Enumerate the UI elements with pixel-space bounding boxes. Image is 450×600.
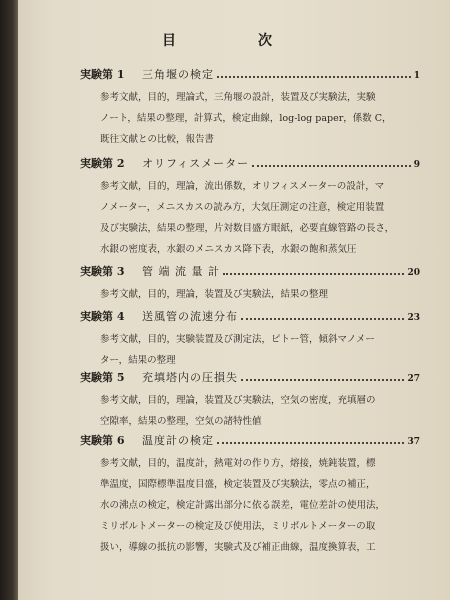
toc-entry: [80, 155, 420, 260]
contents-line: ター，結果の整理: [100, 355, 176, 366]
toc-entry-contents: [80, 284, 420, 305]
contents-line: 参考文献，目的，実験装置及び測定法，ピトー管，傾斜マノメー: [100, 334, 375, 345]
dot-leader: [241, 371, 404, 381]
contents-line: 準温度，国際標準温度目盛，検定装置及び実験法，零点の補正，: [100, 479, 376, 490]
contents-line: 参考文献，目的，理論，装置及び実験法，結果の整理: [100, 289, 329, 300]
contents-line: 扱い，導線の抵抗の影響，実験式及び補正曲線，温度換算表，工: [100, 542, 376, 553]
toc-entry-heading: [80, 432, 420, 448]
contents-line: ノート，結果の整理，計算式，検定曲線，log-log paper，係数 C，: [100, 113, 392, 124]
page-number: 37: [407, 437, 420, 447]
experiment-title: 三角堰の検定: [142, 68, 214, 81]
contents-line: 及び実験法，結果の整理，片対数目盛方眼紙，必要直線管路の長さ，: [100, 223, 395, 234]
experiment-title: 管 端 流 量 計: [142, 265, 220, 278]
contents-line: 水の沸点の検定，検定計露出部分に依る誤差，電位差計の使用法，: [100, 500, 386, 511]
toc-entry: [80, 308, 420, 371]
toc-entry-contents: [80, 453, 420, 558]
contents-line: 空隙率，結果の整理，空気の諸特性値: [100, 416, 262, 427]
toc-entry-contents: [80, 87, 420, 150]
toc-entry-heading: [80, 308, 420, 324]
experiment-number: 実験第 1: [80, 68, 125, 81]
dot-leader: [241, 310, 404, 320]
contents-line: 参考文献，目的，温度計，熱電対の作り方，熔接，焼鈍装置，標: [100, 458, 376, 469]
contents-line: 参考文献，目的，理論，装置及び実験法，空気の密度，充填層の: [100, 395, 376, 406]
toc-entry-contents: [80, 390, 420, 432]
contents-line: 既往文献との比較，報告書: [100, 134, 215, 145]
contents-line: ミリボルトメーターの検定及び使用法，ミリボルトメーターの取: [100, 521, 376, 532]
experiment-number: 実験第 6: [80, 434, 125, 447]
contents-line: 参考文献，目的，理論式，三角堰の設計，装置及び実験法，実験: [100, 92, 376, 103]
toc-entry-contents: [80, 176, 420, 260]
dot-leader: [223, 265, 404, 275]
experiment-title: 送風管の流速分布: [142, 310, 238, 323]
toc-entry: [80, 263, 420, 305]
experiment-number: 実験第 5: [80, 371, 125, 384]
experiment-number: 実験第 2: [80, 157, 125, 170]
toc-entry-heading: [80, 155, 420, 171]
toc-entry-heading: [80, 369, 420, 385]
toc-entry-heading: [80, 263, 420, 279]
dot-leader: [252, 157, 411, 167]
toc-entry-heading: [80, 66, 420, 82]
dot-leader: [217, 434, 404, 444]
toc-entry: [80, 369, 420, 432]
page-number: 9: [413, 160, 420, 170]
contents-line: ノメーター，メニスカスの読み方，大気圧測定の注意，検定用装置: [100, 202, 385, 213]
book-page: [18, 0, 450, 600]
experiment-title: オリフィスメーター: [142, 157, 250, 170]
experiment-title: 充填塔内の圧損失: [142, 371, 238, 384]
toc-entry: [80, 432, 420, 558]
experiment-number: 実験第 4: [80, 310, 125, 323]
page-number: 1: [413, 71, 420, 81]
book-gutter-shadow: [0, 0, 18, 600]
toc-entry: [80, 66, 420, 150]
page-number: 23: [407, 313, 420, 323]
page-title: 目 次: [162, 33, 306, 49]
contents-line: 水銀の密度表，水銀のメニスカス降下表，水銀の飽和蒸気圧: [100, 244, 357, 255]
dot-leader: [217, 68, 411, 78]
contents-line: 参考文献，目的，理論，流出係数，オリフィスメーターの設計，マ: [100, 181, 385, 192]
page-number: 20: [407, 268, 420, 278]
toc-entry-contents: [80, 329, 420, 371]
page-number: 27: [407, 374, 420, 384]
experiment-number: 実験第 3: [80, 265, 125, 278]
experiment-title: 温度計の検定: [142, 434, 214, 447]
